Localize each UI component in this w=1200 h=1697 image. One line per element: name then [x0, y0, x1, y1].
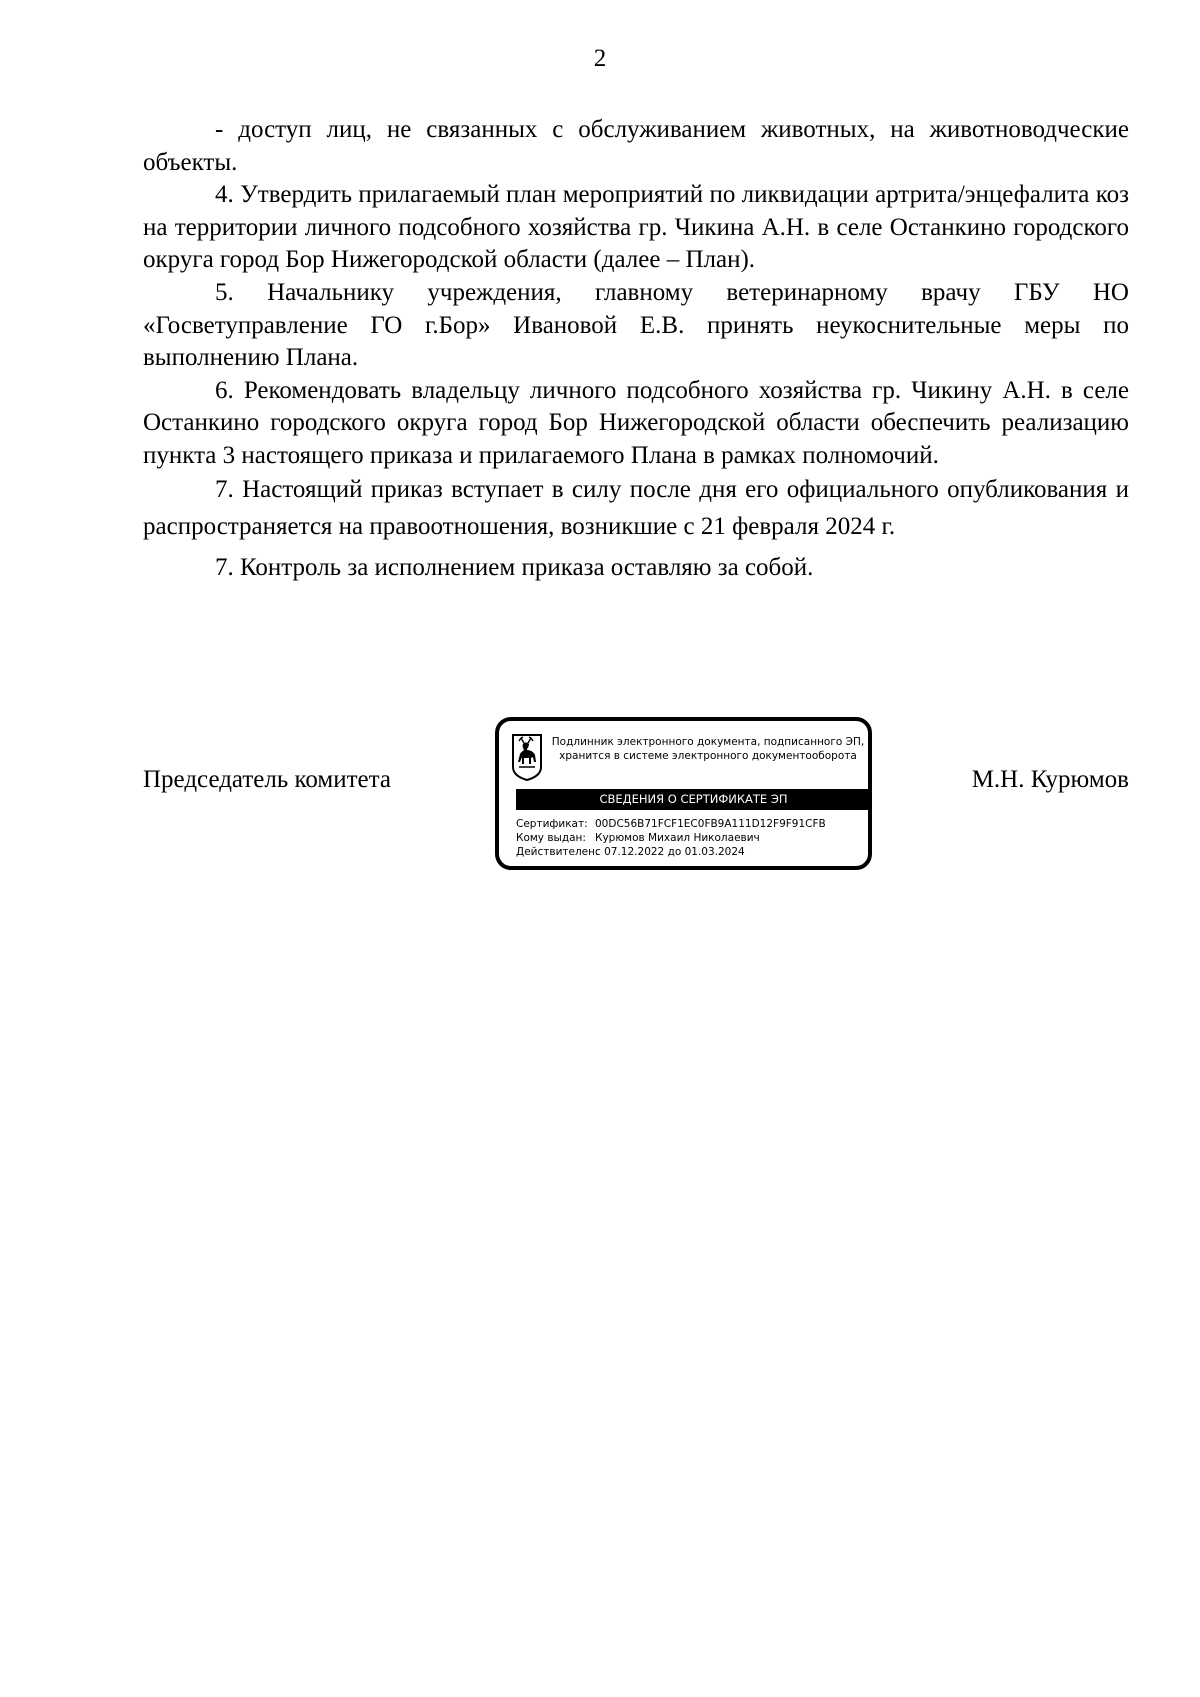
paragraph-item-6-owner-recommendation: 6. Рекомендовать владельцу личного подсобного хозяйства гр. Чикину А.Н. в селе Останкино городского округа город Бор Нижегородской области обеспечить реализацию пункта 3 настоящего приказа и прилагаемого Плана в рамках полномочий.: [143, 376, 1129, 469]
certificate-details: [516, 817, 871, 859]
stamp-header-line-2: хранится в системе электронного документооборота: [559, 750, 857, 762]
signatory-name: М.Н. Курюмов: [971, 766, 1129, 793]
paragraph-item-5-head-measures: 5. Начальнику учреждения, главному ветеринарному врачу ГБУ НО «Госветуправление ГО г.Бор» Ивановой Е.В. принять неукоснительные меры по выполнению Плана.: [143, 278, 1129, 372]
valid-row: [516, 845, 871, 859]
signatory-title: Председатель комитета: [143, 766, 391, 793]
paragraph-access-restriction: - доступ лиц, не связанных с обслуживанием животных, на животноводческие объекты.: [143, 116, 1129, 176]
valid-label: Действителен:: [516, 846, 599, 858]
certificate-value: 00DC56B71FCF1EC0FB9A111D12F9F91CFB: [595, 818, 826, 830]
certificate-row: [516, 817, 871, 831]
valid-value: с 07.12.2022 до 01.03.2024: [595, 846, 745, 858]
deer-emblem-icon: [511, 733, 543, 781]
document-body: [143, 114, 1129, 584]
electronic-signature-stamp: [495, 717, 872, 870]
stamp-header: [551, 735, 865, 763]
issued-to-row: [516, 831, 871, 845]
page-number: 2: [593, 45, 607, 72]
paragraph-item-4-approve-plan: 4. Утвердить прилагаемый план мероприятий по ликвидации артрита/энцефалита коз на территории личного подсобного хозяйства гр. Чикина А.Н. в селе Останкино городского округа город Бор Нижегородской области (далее – План).: [143, 181, 1129, 274]
stamp-header-line-1: Подлинник электронного документа, подписанного ЭП,: [551, 736, 865, 748]
issued-to-value: Курюмов Михаил Николаевич: [595, 832, 760, 844]
paragraph-item-7-control: 7. Контроль за исполнением приказа оставляю за собой.: [215, 553, 814, 581]
certificate-label: Сертификат:: [516, 818, 588, 830]
paragraph-item-7-effective-date: 7. Настоящий приказ вступает в силу после дня его официального опубликования и распространяется на правоотношения, возникшие с 21 февраля 2024 г.: [143, 475, 1129, 540]
certificate-info-bar: СВЕДЕНИЯ О СЕРТИФИКАТЕ ЭП: [516, 789, 871, 810]
issued-to-label: Кому выдан:: [516, 832, 586, 844]
